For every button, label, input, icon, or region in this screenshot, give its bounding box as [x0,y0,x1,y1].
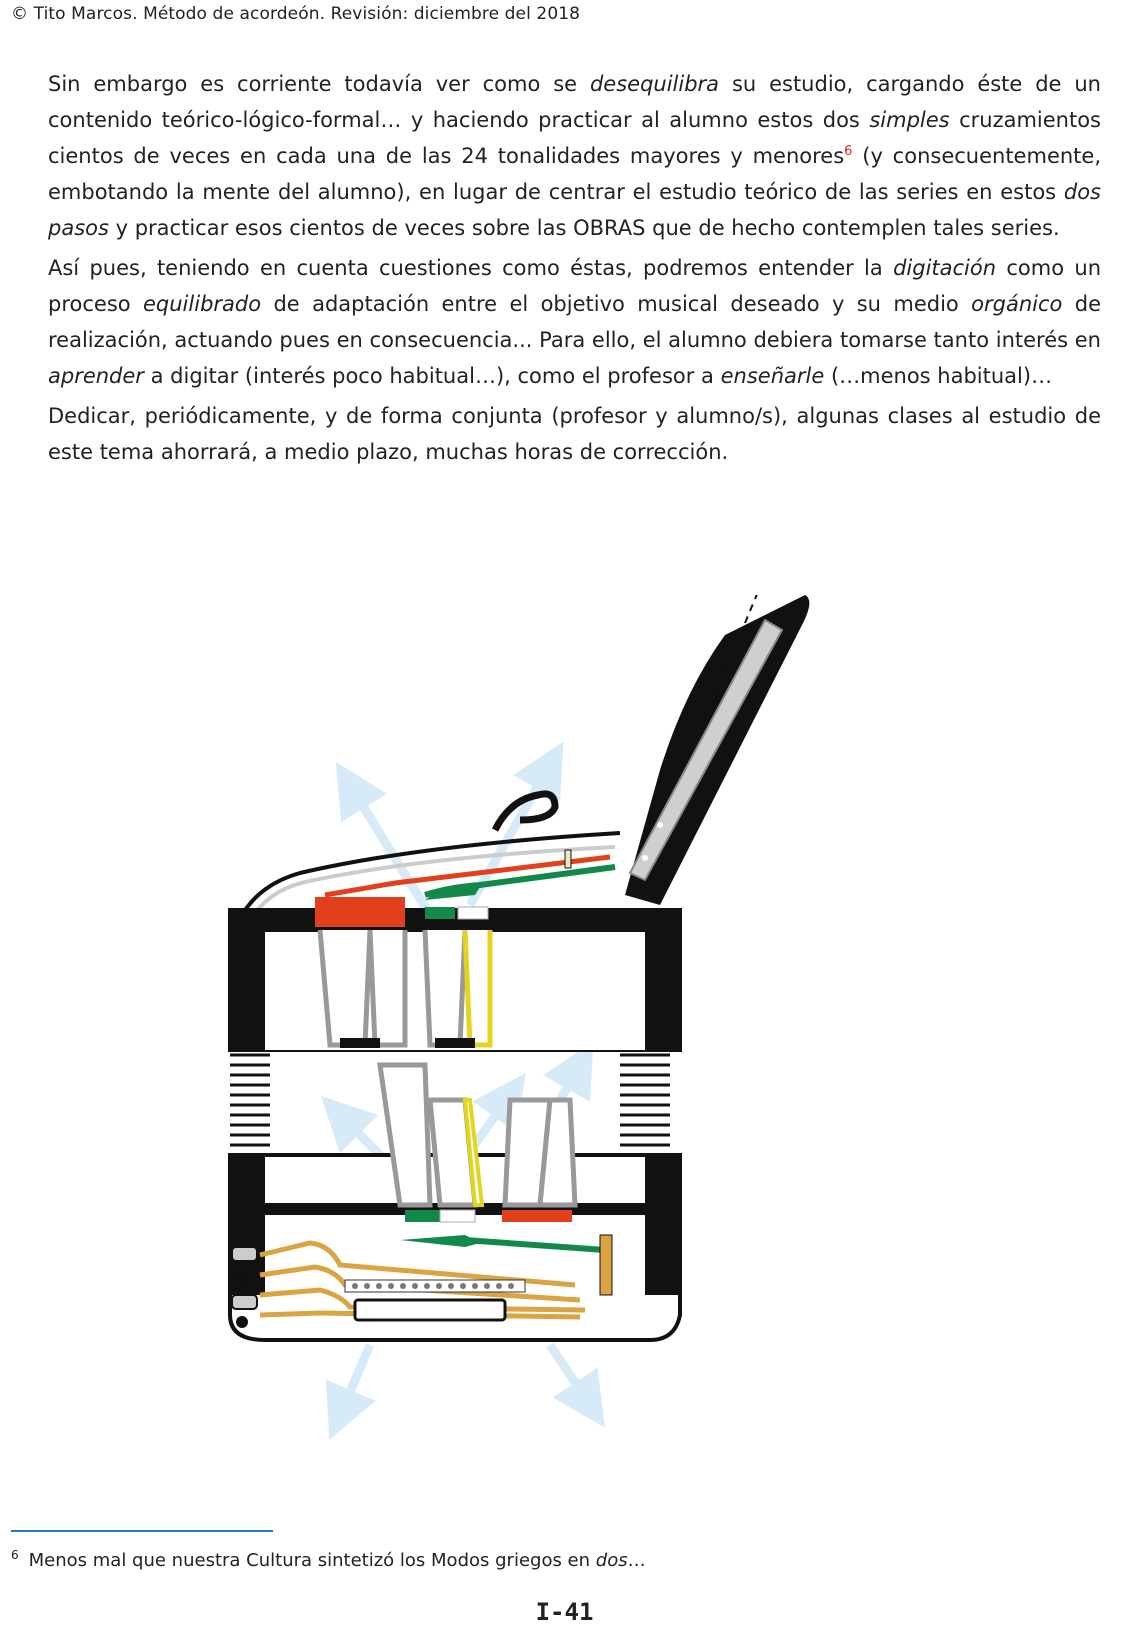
bellows-left [230,1055,270,1145]
paragraph-3 [48,398,1101,470]
text-run: Dedicar, periódicamente, y de forma conjunta (profesor y alumno/s), algunas clases al estudio de este tema ahorrará, a medio plazo, muchas horas de corrección. [48,404,1101,464]
emphasis: enseñarle [720,364,825,388]
text-run: (y consecuentemente, embotando la mente del alumno), en lugar de centrar el estudio teórico de las series en estos [48,144,1101,204]
paragraph-1 [48,66,1101,246]
page-number: I-41 [535,1598,594,1626]
text-run: de realización, actuando pues en consecuencia... Para ello, el alumno debiera tomarse tanto interés en [48,292,1102,352]
accordion-cross-section-icon [220,595,880,1495]
emphasis: orgánico [971,292,1063,316]
text-run: Menos mal que nuestra Cultura sintetizó los Modos griegos en [28,1550,596,1571]
upper-box [230,897,680,1050]
text-run: (…menos habitual)… [824,364,1053,388]
text-run: Así pues, teniendo en cuenta cuestiones como éstas, podremos entender la [48,256,894,280]
text-run: y practicar esos cientos de veces sobre las OBRAS que de hecho contemplen tales series. [108,216,1060,240]
footnote-number: 6 [11,1548,19,1562]
bellows-right [620,1055,670,1145]
footnote-divider [11,1530,273,1532]
text-run: … [627,1550,646,1571]
emphasis: digitación [893,256,997,280]
body-text [48,66,1101,474]
text-run: como un proceso [48,256,1102,316]
text-run: a digitar (interés poco habitual…), como el profesor a [143,364,721,388]
text-run: cruzamientos cientos de veces en cada una de las 24 tonalidades mayores y menores [48,108,1102,168]
text-run: Sin embargo es corriente todavía ver como se [48,72,590,96]
emphasis: equilibrado [143,292,262,316]
emphasis: simples [869,108,950,132]
grille-lid [625,595,809,905]
text-run: su estudio, cargando éste de un contenido teórico-lógico-formal… y haciendo practicar al alumno estos dos [48,72,1101,132]
footnote-reference[interactable]: 6 [844,144,853,159]
text-run: de adaptación entre el objetivo musical deseado y su medio [261,292,972,316]
emphasis: dos pasos [48,180,1101,240]
paragraph-2 [48,250,1101,394]
page-header: © Tito Marcos. Método de acordeón. Revisión: diciembre del 2018 [11,4,581,24]
emphasis: dos [595,1550,628,1571]
footnote [11,1548,646,1571]
emphasis: aprender [48,364,144,388]
emphasis: desequilibra [589,72,720,96]
accordion-illustration [220,595,880,1495]
